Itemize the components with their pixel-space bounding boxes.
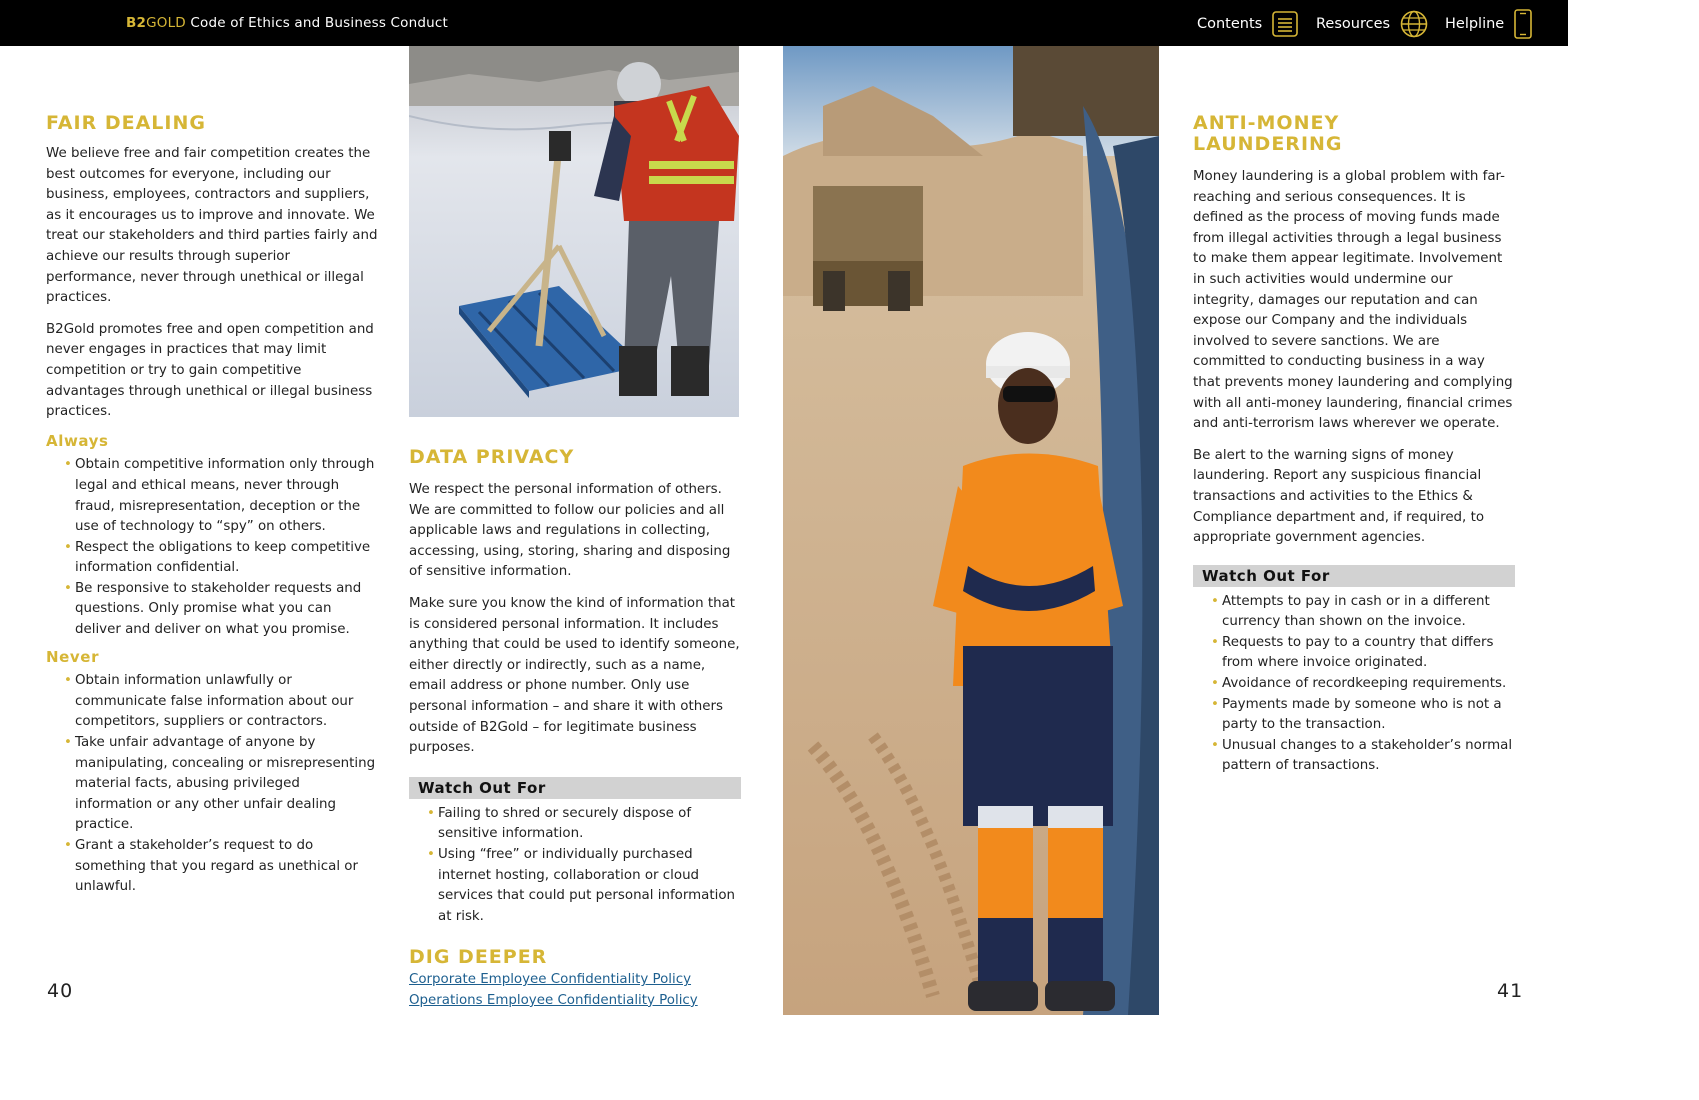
fair-dealing-paragraph-1: We believe free and fair competition creates the best outcomes for everyone, including our business, employees, contractors and suppliers, as it encourages us to improve and innovate. We treat our stakeholders and third parties fairly and achieve our results through superior performance, never through unethical or illegal practices. — [46, 146, 378, 306]
list-item: • Respect the obligations to keep competitive information confidential. — [75, 538, 381, 579]
list-item: • Requests to pay to a country that differs from where invoice originated. — [1222, 633, 1515, 674]
document-title: B2GOLD Code of Ethics and Business Conduct — [126, 15, 449, 31]
watch-out-for-list — [409, 804, 741, 928]
fair-dealing-heading: FAIR DEALING — [46, 112, 206, 134]
page-number-left: 40 — [47, 980, 74, 1002]
dig-deeper-heading: DIG DEEPER — [409, 946, 548, 969]
phone-icon — [1514, 9, 1532, 39]
globe-icon — [1400, 10, 1428, 38]
list-item: • Be responsive to stakeholder requests and questions. Only promise what you can deliver and deliver on what you promise. — [75, 579, 381, 641]
contents-icon — [1272, 11, 1298, 37]
always-list — [46, 455, 381, 640]
link-corporate-confidentiality-policy[interactable]: Corporate Employee Confidentiality Policy — [409, 972, 692, 988]
list-item: • Take unfair advantage of anyone by manipulating, concealing or misrepresenting material facts, abusing privileged information or any other unfair dealing practice. — [75, 733, 381, 836]
anti-money-laundering-heading: ANTI-MONEY LAUNDERING — [1193, 112, 1343, 155]
anti-money-laundering-section — [1193, 113, 1515, 777]
nav-resources[interactable] — [1316, 10, 1428, 38]
worker-in-snow-photo — [409, 46, 739, 417]
watch-out-for-header: Watch Out For — [409, 777, 741, 799]
list-item: • Attempts to pay in cash or in a different currency than shown on the invoice. — [1222, 592, 1515, 633]
anti-money-paragraph-1: Money laundering is a global problem with far-reaching and serious consequences. It is defined as the process of moving funds made from illegal activities through a legal business to make them appear legitimate. Involvement in such activities would undermine our integrity, damages our reputation and can expose our Company and the individuals involved to severe sanctions. We are committed to conducting business in a way that prevents money laundering and complying with all anti-money laundering, financial crimes and anti-terrorism laws wherever we operate. — [1193, 169, 1513, 432]
list-item: • Unusual changes to a stakeholder’s normal pattern of transactions. — [1222, 736, 1515, 777]
list-item: • Obtain information unlawfully or communicate false information about our competitors, suppliers or contractors. — [75, 671, 381, 733]
data-privacy-paragraph-1: We respect the personal information of others. We are committed to follow our policies and all applicable laws and regulations in collecting, accessing, using, storing, sharing and disposing of sensitive information. — [409, 482, 731, 580]
page-number-right: 41 — [1497, 980, 1524, 1002]
always-heading: Always — [46, 431, 109, 450]
data-privacy-paragraph-2: Make sure you know the kind of information that is considered personal information. It includes anything that could be used to identify someone, either directly or indirectly, such as a name, email address or phone number. Only use personal information – and share it with others outside of B2Gold – for legitimate business purposes. — [409, 595, 740, 756]
nav-helpline-label: Helpline — [1445, 16, 1505, 32]
list-item: • Using “free” or individually purchased internet hosting, collaboration or cloud services that could put personal information at risk. — [438, 845, 741, 927]
nav-helpline[interactable] — [1445, 10, 1532, 38]
fair-dealing-paragraph-2: B2Gold promotes free and open competition and never engages in practices that may limit competition or try to gain competitive advantages through unethical or illegal business practices. — [46, 321, 374, 420]
data-privacy-section — [409, 447, 741, 1011]
top-bar — [0, 0, 1568, 46]
never-list — [46, 671, 381, 898]
never-heading: Never — [46, 647, 100, 666]
link-operations-confidentiality-policy[interactable]: Operations Employee Confidentiality Policy — [409, 992, 698, 1008]
watch-out-for-header: Watch Out For — [1193, 565, 1515, 587]
mine-photo-illustration — [783, 46, 1159, 1015]
miner-with-haul-truck-photo — [783, 46, 1159, 1015]
nav-resources-label: Resources — [1316, 16, 1391, 32]
list-item: • Failing to shred or securely dispose of sensitive information. — [438, 804, 741, 845]
list-item: • Avoidance of recordkeeping requirements. — [1222, 674, 1515, 695]
list-item: • Obtain competitive information only through legal and ethical means, never through fraud, misrepresentation, deception or the use of technology to “spy” on others. — [75, 455, 381, 537]
list-item: • Payments made by someone who is not a party to the transaction. — [1222, 695, 1515, 736]
anti-money-paragraph-2: Be alert to the warning signs of money laundering. Report any suspicious financial transactions and activities to the Ethics & Compliance department and, if required, to appropriate government agencies. — [1193, 447, 1485, 546]
list-item: • Grant a stakeholder’s request to do something that you regard as unethical or unlawful. — [75, 836, 381, 898]
data-privacy-heading: DATA PRIVACY — [409, 446, 575, 468]
fair-dealing-section — [46, 113, 381, 898]
nav-contents[interactable] — [1197, 10, 1298, 38]
snow-photo-illustration — [409, 46, 739, 417]
nav-contents-label: Contents — [1197, 16, 1263, 32]
watch-out-for-list — [1193, 592, 1515, 777]
